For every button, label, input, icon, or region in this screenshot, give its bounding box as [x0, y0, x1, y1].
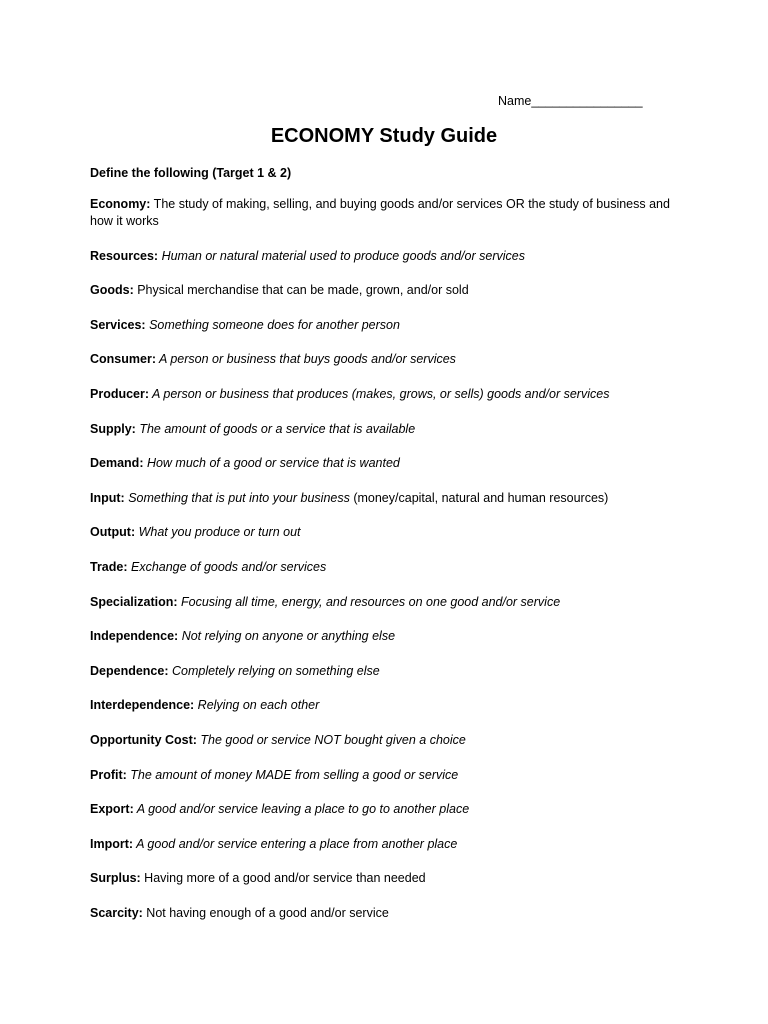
term-label: Input:: [90, 490, 125, 505]
term-label: Dependence:: [90, 663, 169, 678]
definition-item: [90, 836, 680, 853]
definition-item: [90, 697, 680, 714]
definition-item: [90, 421, 680, 438]
term-label: Supply:: [90, 421, 136, 436]
definition-item: [90, 801, 680, 818]
term-label: Import:: [90, 836, 134, 851]
term-label: Output:: [90, 525, 136, 540]
term-label: Opportunity Cost:: [90, 732, 197, 747]
definition-item: [90, 628, 680, 645]
definition-item: [90, 905, 680, 922]
term-definition: A person or business that produces (makes, grows, or sells) goods and/or services: [149, 386, 610, 401]
page-title: ECONOMY Study Guide: [270, 125, 498, 147]
term-definition: Completely relying on something else: [168, 663, 380, 678]
term-definition: Something someone does for another person: [145, 317, 400, 332]
term-definition: Focusing all time, energy, and resources on one good and/or service: [177, 594, 561, 609]
definition-item: [90, 196, 680, 230]
term-definition: A person or business that buys goods and/or services: [155, 352, 456, 367]
name-field-label: Name________________: [498, 94, 643, 108]
term-definition: A good and/or service entering a place from another place: [133, 836, 458, 851]
term-label: Demand:: [90, 456, 144, 471]
definition-item: [90, 594, 680, 611]
definition-item: [90, 386, 680, 403]
term-definition: What you produce or turn out: [135, 525, 301, 540]
definition-item: [90, 490, 680, 507]
term-definition: The amount of money MADE from selling a good or service: [126, 767, 459, 782]
instructions-heading: Define the following (Target 1 & 2): [90, 166, 292, 180]
term-definition: Not relying on anyone or anything else: [178, 629, 396, 644]
term-label: Interdependence:: [90, 698, 195, 713]
term-definition: Human or natural material used to produce goods and/or services: [158, 248, 525, 263]
term-label: Services:: [90, 317, 146, 332]
term-label: Resources:: [90, 248, 159, 263]
definition-item: [90, 317, 680, 334]
term-definition: Relying on each other: [194, 698, 320, 713]
term-definition: Physical merchandise that can be made, grown, and/or sold: [133, 283, 469, 298]
definition-item: [90, 351, 680, 368]
term-label: Export:: [90, 802, 134, 817]
term-definition: How much of a good or service that is wanted: [143, 456, 400, 471]
definition-item: [90, 559, 680, 576]
definitions-list: [90, 196, 680, 922]
term-label: Profit:: [90, 767, 127, 782]
term-label: Scarcity:: [90, 905, 143, 920]
term-label: Independence:: [90, 629, 179, 644]
term-label: Trade:: [90, 559, 128, 574]
term-definition: Having more of a good and/or service than needed: [140, 871, 426, 886]
term-definition: Something that is put into your business: [124, 490, 350, 505]
term-definition-note: (money/capital, natural and human resources): [349, 490, 609, 505]
definition-item: [90, 248, 680, 265]
definition-item: [90, 455, 680, 472]
term-definition: The study of making, selling, and buying goods and/or services OR the study of business and how it works: [90, 197, 670, 228]
definition-item: [90, 732, 680, 749]
term-label: Economy:: [90, 197, 151, 211]
term-label: Surplus:: [90, 871, 141, 886]
term-label: Specialization:: [90, 594, 178, 609]
definition-item: [90, 870, 680, 887]
term-label: Producer:: [90, 386, 150, 401]
term-definition: Not having enough of a good and/or service: [142, 905, 389, 920]
term-definition: The amount of goods or a service that is available: [135, 421, 416, 436]
definition-item: [90, 767, 680, 784]
definition-item: [90, 282, 680, 299]
definition-item: [90, 663, 680, 680]
term-label: Goods:: [90, 283, 134, 298]
term-label: Consumer:: [90, 352, 156, 367]
term-definition: Exchange of goods and/or services: [127, 559, 327, 574]
term-definition: The good or service NOT bought given a choice: [196, 732, 466, 747]
definition-item: [90, 524, 680, 541]
term-definition: A good and/or service leaving a place to go to another place: [133, 802, 470, 817]
